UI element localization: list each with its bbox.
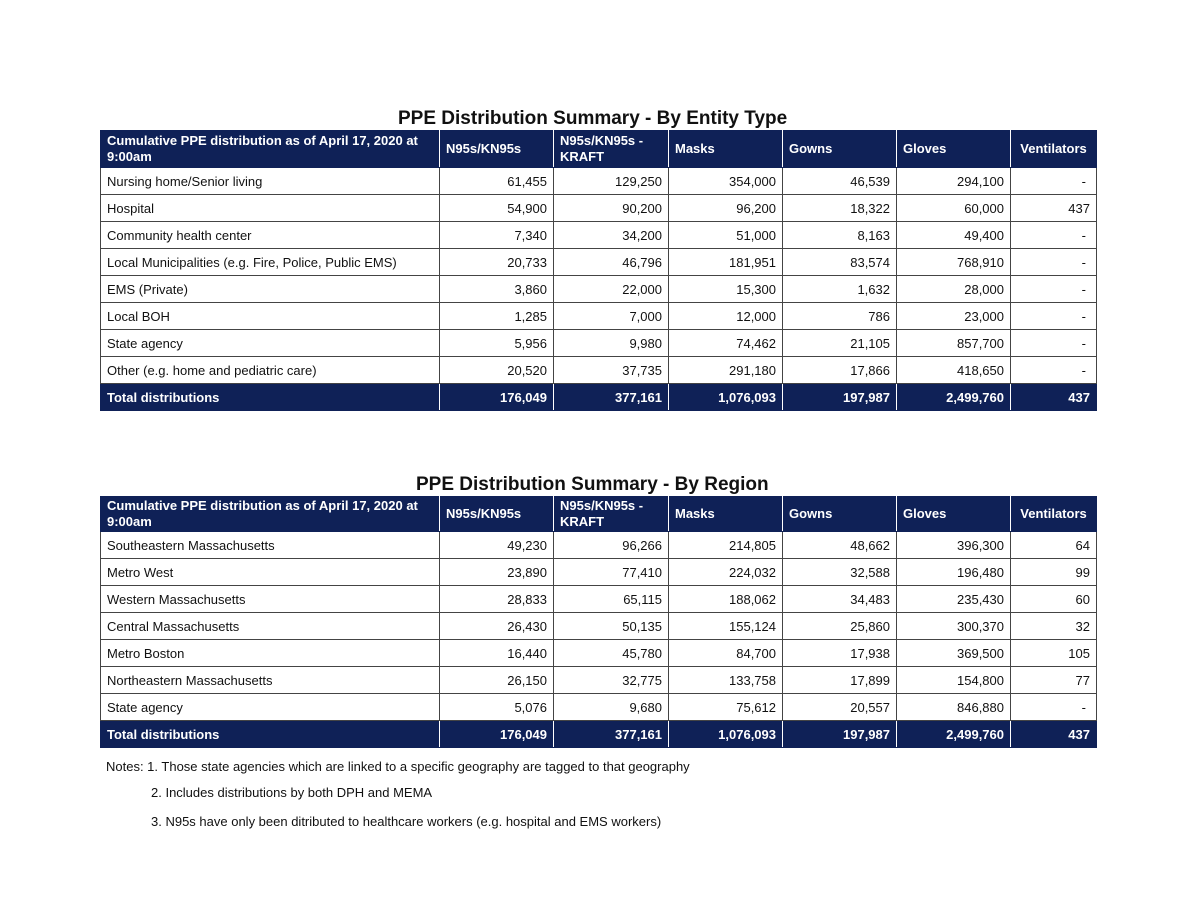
total-gloves: 2,499,760 <box>897 384 1011 411</box>
cell-gloves: 196,480 <box>897 559 1011 586</box>
row-label: Central Massachusetts <box>101 613 440 640</box>
cell-gowns: 21,105 <box>783 330 897 357</box>
total-label: Total distributions <box>101 721 440 748</box>
cell-gloves: 294,100 <box>897 168 1011 195</box>
cell-n95-kraft: 65,115 <box>554 586 669 613</box>
cell-masks: 188,062 <box>669 586 783 613</box>
row-label: Community health center <box>101 222 440 249</box>
table-row <box>101 222 1097 249</box>
cell-masks: 84,700 <box>669 640 783 667</box>
cell-gloves: 846,880 <box>897 694 1011 721</box>
cell-gloves: 235,430 <box>897 586 1011 613</box>
cell-n95: 26,430 <box>440 613 554 640</box>
table-row <box>101 532 1097 559</box>
cell-n95: 7,340 <box>440 222 554 249</box>
header-gowns: Gowns <box>783 497 897 532</box>
header-ventilators: Ventilators <box>1011 131 1097 168</box>
cell-masks: 224,032 <box>669 559 783 586</box>
header-masks: Masks <box>669 497 783 532</box>
row-label: EMS (Private) <box>101 276 440 303</box>
header-masks: Masks <box>669 131 783 168</box>
cell-masks: 155,124 <box>669 613 783 640</box>
row-label: Metro Boston <box>101 640 440 667</box>
cell-masks: 291,180 <box>669 357 783 384</box>
cell-n95-kraft: 34,200 <box>554 222 669 249</box>
cell-n95: 5,956 <box>440 330 554 357</box>
cell-gloves: 857,700 <box>897 330 1011 357</box>
cell-masks: 96,200 <box>669 195 783 222</box>
total-gowns: 197,987 <box>783 721 897 748</box>
header-n95: N95s/KN95s <box>440 497 554 532</box>
cell-n95-kraft: 45,780 <box>554 640 669 667</box>
cell-n95-kraft: 22,000 <box>554 276 669 303</box>
cell-n95: 3,860 <box>440 276 554 303</box>
cell-gowns: 786 <box>783 303 897 330</box>
cell-gowns: 83,574 <box>783 249 897 276</box>
total-label: Total distributions <box>101 384 440 411</box>
total-row <box>101 384 1097 411</box>
cell-ventilators: 99 <box>1011 559 1097 586</box>
cell-gloves: 369,500 <box>897 640 1011 667</box>
entity-type-table <box>100 130 1097 411</box>
cell-gowns: 18,322 <box>783 195 897 222</box>
cell-gowns: 17,938 <box>783 640 897 667</box>
total-ventilators: 437 <box>1011 721 1097 748</box>
table-row <box>101 694 1097 721</box>
cell-n95-kraft: 46,796 <box>554 249 669 276</box>
cell-n95: 54,900 <box>440 195 554 222</box>
note-1: Notes: 1. Those state agencies which are linked to a specific geography are tagged to that geography <box>106 759 690 774</box>
cell-gloves: 28,000 <box>897 276 1011 303</box>
table-header-row <box>101 131 1097 168</box>
total-masks: 1,076,093 <box>669 384 783 411</box>
cell-masks: 15,300 <box>669 276 783 303</box>
cell-ventilators: 64 <box>1011 532 1097 559</box>
cell-gowns: 34,483 <box>783 586 897 613</box>
cell-n95: 61,455 <box>440 168 554 195</box>
total-masks: 1,076,093 <box>669 721 783 748</box>
cell-n95: 20,733 <box>440 249 554 276</box>
cell-n95: 16,440 <box>440 640 554 667</box>
header-gowns: Gowns <box>783 131 897 168</box>
cell-ventilators: 437 <box>1011 195 1097 222</box>
cell-ventilators: - <box>1011 249 1097 276</box>
row-label: Local BOH <box>101 303 440 330</box>
cell-n95: 23,890 <box>440 559 554 586</box>
cell-n95: 1,285 <box>440 303 554 330</box>
row-label: Hospital <box>101 195 440 222</box>
row-label: Southeastern Massachusetts <box>101 532 440 559</box>
cell-ventilators: - <box>1011 330 1097 357</box>
cell-ventilators: 77 <box>1011 667 1097 694</box>
header-n95-kraft: N95s/KN95s - KRAFT <box>554 131 669 168</box>
total-n95-kraft: 377,161 <box>554 384 669 411</box>
table-row <box>101 586 1097 613</box>
cell-gloves: 300,370 <box>897 613 1011 640</box>
row-label: Local Municipalities (e.g. Fire, Police, Public EMS) <box>101 249 440 276</box>
cell-gowns: 17,866 <box>783 357 897 384</box>
cell-n95-kraft: 90,200 <box>554 195 669 222</box>
cell-n95-kraft: 129,250 <box>554 168 669 195</box>
cell-gowns: 48,662 <box>783 532 897 559</box>
cell-gloves: 396,300 <box>897 532 1011 559</box>
header-cumulative: Cumulative PPE distribution as of April 17, 2020 at 9:00am <box>101 131 440 168</box>
cell-gloves: 154,800 <box>897 667 1011 694</box>
cell-gloves: 418,650 <box>897 357 1011 384</box>
cell-n95-kraft: 9,680 <box>554 694 669 721</box>
table-row <box>101 613 1097 640</box>
table-row <box>101 640 1097 667</box>
cell-masks: 51,000 <box>669 222 783 249</box>
region-table <box>100 496 1097 748</box>
cell-n95-kraft: 50,135 <box>554 613 669 640</box>
region-section-title: PPE Distribution Summary - By Region <box>416 474 769 495</box>
row-label: State agency <box>101 694 440 721</box>
cell-ventilators: - <box>1011 303 1097 330</box>
table-row <box>101 168 1097 195</box>
cell-gloves: 49,400 <box>897 222 1011 249</box>
cell-ventilators: - <box>1011 276 1097 303</box>
cell-ventilators: 60 <box>1011 586 1097 613</box>
header-n95: N95s/KN95s <box>440 131 554 168</box>
cell-masks: 75,612 <box>669 694 783 721</box>
table-row <box>101 195 1097 222</box>
total-gloves: 2,499,760 <box>897 721 1011 748</box>
cell-gowns: 17,899 <box>783 667 897 694</box>
cell-gowns: 1,632 <box>783 276 897 303</box>
cell-masks: 74,462 <box>669 330 783 357</box>
total-row <box>101 721 1097 748</box>
cell-masks: 133,758 <box>669 667 783 694</box>
row-label: Northeastern Massachusetts <box>101 667 440 694</box>
cell-n95-kraft: 9,980 <box>554 330 669 357</box>
row-label: Nursing home/Senior living <box>101 168 440 195</box>
table-header-row <box>101 497 1097 532</box>
cell-gowns: 8,163 <box>783 222 897 249</box>
header-cumulative: Cumulative PPE distribution as of April 17, 2020 at 9:00am <box>101 497 440 532</box>
cell-masks: 181,951 <box>669 249 783 276</box>
entity-section-title: PPE Distribution Summary - By Entity Type <box>398 108 788 129</box>
note-3: 3. N95s have only been ditributed to healthcare workers (e.g. hospital and EMS workers) <box>151 814 662 829</box>
row-label: Western Massachusetts <box>101 586 440 613</box>
cell-gloves: 60,000 <box>897 195 1011 222</box>
cell-ventilators: - <box>1011 357 1097 384</box>
cell-masks: 214,805 <box>669 532 783 559</box>
row-label: Metro West <box>101 559 440 586</box>
total-n95-kraft: 377,161 <box>554 721 669 748</box>
cell-ventilators: - <box>1011 222 1097 249</box>
total-gowns: 197,987 <box>783 384 897 411</box>
cell-ventilators: - <box>1011 168 1097 195</box>
header-n95-kraft: N95s/KN95s - KRAFT <box>554 497 669 532</box>
header-ventilators: Ventilators <box>1011 497 1097 532</box>
cell-masks: 12,000 <box>669 303 783 330</box>
cell-gowns: 32,588 <box>783 559 897 586</box>
cell-gloves: 768,910 <box>897 249 1011 276</box>
cell-n95: 28,833 <box>440 586 554 613</box>
cell-n95-kraft: 96,266 <box>554 532 669 559</box>
total-n95: 176,049 <box>440 384 554 411</box>
table-row <box>101 357 1097 384</box>
cell-n95-kraft: 32,775 <box>554 667 669 694</box>
cell-n95: 5,076 <box>440 694 554 721</box>
cell-n95: 49,230 <box>440 532 554 559</box>
table-row <box>101 249 1097 276</box>
cell-n95-kraft: 7,000 <box>554 303 669 330</box>
table-row <box>101 276 1097 303</box>
cell-n95-kraft: 77,410 <box>554 559 669 586</box>
table-row <box>101 667 1097 694</box>
cell-gowns: 20,557 <box>783 694 897 721</box>
row-label: State agency <box>101 330 440 357</box>
table-row <box>101 303 1097 330</box>
cell-gowns: 25,860 <box>783 613 897 640</box>
row-label: Other (e.g. home and pediatric care) <box>101 357 440 384</box>
total-n95: 176,049 <box>440 721 554 748</box>
note-2: 2. Includes distributions by both DPH and MEMA <box>151 785 433 800</box>
header-gloves: Gloves <box>897 497 1011 532</box>
cell-gloves: 23,000 <box>897 303 1011 330</box>
table-row <box>101 559 1097 586</box>
cell-masks: 354,000 <box>669 168 783 195</box>
cell-gowns: 46,539 <box>783 168 897 195</box>
table-row <box>101 330 1097 357</box>
header-gloves: Gloves <box>897 131 1011 168</box>
cell-ventilators: - <box>1011 694 1097 721</box>
cell-ventilators: 32 <box>1011 613 1097 640</box>
cell-n95: 26,150 <box>440 667 554 694</box>
cell-ventilators: 105 <box>1011 640 1097 667</box>
cell-n95: 20,520 <box>440 357 554 384</box>
total-ventilators: 437 <box>1011 384 1097 411</box>
cell-n95-kraft: 37,735 <box>554 357 669 384</box>
